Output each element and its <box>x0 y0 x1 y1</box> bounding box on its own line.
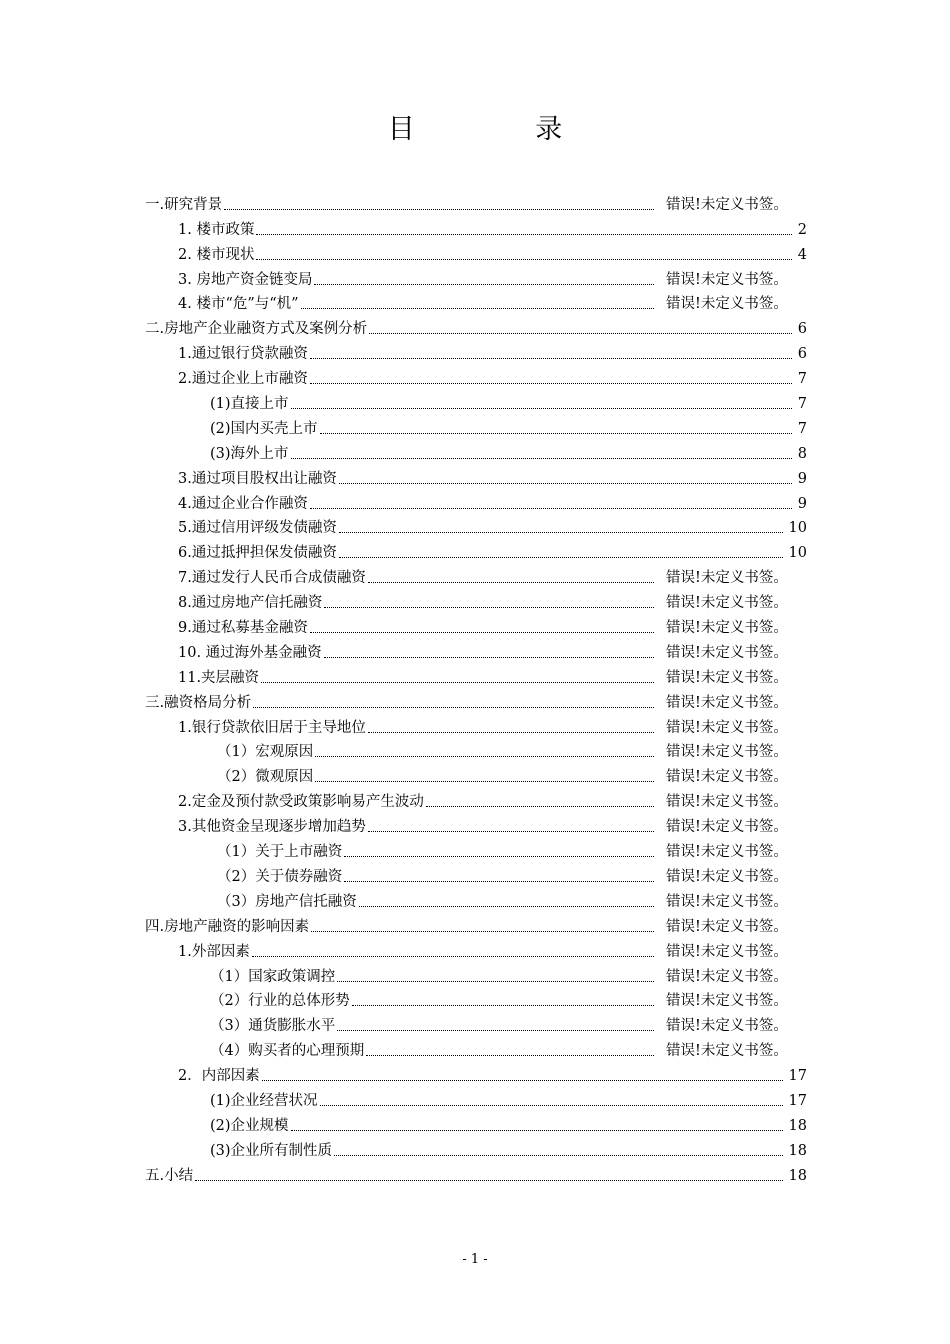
toc-entry-page: 17 <box>788 1068 807 1085</box>
dot-leader <box>224 209 654 210</box>
toc-entry[interactable] <box>145 190 807 215</box>
toc-entry-label: 7.通过发行人民币合成债融资 <box>178 570 366 587</box>
toc-entry[interactable] <box>145 887 807 912</box>
toc-entry-page: 10 <box>788 545 807 562</box>
toc-entry-label: （3）房地产信托融资 <box>217 893 357 910</box>
toc-entry[interactable] <box>145 1086 807 1111</box>
toc-entry-page: 错误!未定义书签。 <box>666 1018 788 1035</box>
toc-entry-page: 错误!未定义书签。 <box>666 993 788 1010</box>
toc-entry-label: 1.银行贷款依旧居于主导地位 <box>178 719 366 736</box>
toc-entry[interactable] <box>145 538 807 563</box>
toc-entry-label: (3)海外上市 <box>210 445 289 462</box>
toc-entry-page: 7 <box>797 371 807 388</box>
toc-entry[interactable] <box>145 339 807 364</box>
toc-entry-page: 错误!未定义书签。 <box>666 918 788 935</box>
toc-entry-page: 18 <box>788 1117 807 1134</box>
toc-entry-label: 4. 楼市“危”与“机” <box>178 296 299 313</box>
toc-entry[interactable] <box>145 314 807 339</box>
toc-entry-page: 错误!未定义书签。 <box>666 719 788 736</box>
toc-entry-page: 错误!未定义书签。 <box>666 296 788 313</box>
toc-entry[interactable] <box>145 563 807 588</box>
toc-entry[interactable] <box>145 1061 807 1086</box>
toc-entry[interactable] <box>145 688 807 713</box>
toc-entry-label: 6.通过抵押担保发债融资 <box>178 545 337 562</box>
toc-entry-label: 二.房地产企业融资方式及案例分析 <box>145 321 368 338</box>
toc-entry[interactable] <box>145 787 807 812</box>
toc-entry-page: 错误!未定义书签。 <box>666 669 788 686</box>
toc-entry[interactable] <box>145 389 807 414</box>
dot-leader <box>301 308 654 309</box>
dot-leader <box>291 458 792 459</box>
toc-entry-label: 3.其他资金呈现逐步增加趋势 <box>178 819 366 836</box>
dot-leader <box>344 856 654 857</box>
toc-entry-label: （1）关于上市融资 <box>217 844 343 861</box>
dot-leader <box>352 1005 654 1006</box>
toc-entry-page: 4 <box>797 246 807 263</box>
toc-entry[interactable] <box>145 1011 807 1036</box>
toc-entry[interactable] <box>145 937 807 962</box>
dot-leader <box>339 532 783 533</box>
toc-entry[interactable] <box>145 290 807 315</box>
toc-entry-page: 18 <box>788 1142 807 1159</box>
dot-leader <box>311 931 654 932</box>
toc-entry-page: 错误!未定义书签。 <box>666 844 788 861</box>
toc-entry[interactable] <box>145 1111 807 1136</box>
dot-leader <box>256 259 791 260</box>
toc-entry-page: 6 <box>797 346 807 363</box>
toc-entry[interactable] <box>145 1036 807 1061</box>
dot-leader <box>334 1155 783 1156</box>
toc-entry-label: 4.通过企业合作融资 <box>178 495 308 512</box>
toc-entry-page: 错误!未定义书签。 <box>666 943 788 960</box>
toc-entry-label: 8.通过房地产信托融资 <box>178 595 323 612</box>
dot-leader <box>339 557 783 558</box>
toc-entry[interactable] <box>145 414 807 439</box>
toc-entry[interactable] <box>145 812 807 837</box>
toc-entry-page: 错误!未定义书签。 <box>666 271 788 288</box>
toc-entry-label: 四.房地产融资的影响因素 <box>145 918 310 935</box>
dot-leader <box>339 483 792 484</box>
toc-entry[interactable] <box>145 613 807 638</box>
toc-entry-page: 错误!未定义书签。 <box>666 819 788 836</box>
dot-leader <box>314 284 654 285</box>
toc-entry-page: 18 <box>788 1167 807 1184</box>
toc-entry[interactable] <box>145 713 807 738</box>
dot-leader <box>310 508 792 509</box>
toc-entry[interactable] <box>145 464 807 489</box>
toc-entry-page: 7 <box>797 420 807 437</box>
dot-leader <box>310 632 654 633</box>
dot-leader <box>337 1030 654 1031</box>
page-number: - 1 - <box>462 1252 488 1267</box>
toc-entry[interactable] <box>145 489 807 514</box>
toc-entry[interactable] <box>145 240 807 265</box>
toc-entry-label: 9.通过私募基金融资 <box>178 620 308 637</box>
toc-entry[interactable] <box>145 862 807 887</box>
toc-entry-label: (2)企业规模 <box>210 1117 289 1134</box>
toc-entry-label: (1)企业经营状况 <box>210 1092 318 1109</box>
toc-entry-label: 2. 楼市现状 <box>178 246 255 263</box>
toc-entry[interactable] <box>145 663 807 688</box>
toc-entry-label: （2）行业的总体形势 <box>210 993 350 1010</box>
toc-entry-label: （2）关于债券融资 <box>217 868 343 885</box>
dot-leader <box>315 756 654 757</box>
toc-entry-page: 错误!未定义书签。 <box>666 570 788 587</box>
toc-entry-page: 错误!未定义书签。 <box>666 769 788 786</box>
dot-leader <box>368 582 654 583</box>
dot-leader <box>195 1180 782 1181</box>
toc-entry-label: 1.通过银行贷款融资 <box>178 346 308 363</box>
toc-entry-label: 一.研究背景 <box>145 196 223 213</box>
toc-entry-page: 9 <box>797 470 807 487</box>
dot-leader <box>262 1080 783 1081</box>
dot-leader <box>324 657 654 658</box>
dot-leader <box>368 732 654 733</box>
table-of-contents <box>145 190 807 1186</box>
toc-entry[interactable] <box>145 439 807 464</box>
dot-leader <box>310 358 792 359</box>
toc-entry-page: 错误!未定义书签。 <box>666 893 788 910</box>
toc-entry-label: 2．内部因素 <box>178 1068 260 1085</box>
toc-entry-label: 11.夹层融资 <box>178 669 260 686</box>
toc-entry[interactable] <box>145 638 807 663</box>
toc-entry-page: 8 <box>797 445 807 462</box>
toc-entry-page: 6 <box>797 321 807 338</box>
dot-leader <box>253 707 654 708</box>
toc-entry-label: (3)企业所有制性质 <box>210 1142 333 1159</box>
toc-entry-page: 9 <box>797 495 807 512</box>
dot-leader <box>291 408 792 409</box>
dot-leader <box>359 906 654 907</box>
toc-entry[interactable] <box>145 514 807 539</box>
dot-leader <box>368 831 654 832</box>
toc-entry-label: （3）通货膨胀水平 <box>210 1018 336 1035</box>
dot-leader <box>256 234 791 235</box>
dot-leader <box>369 333 792 334</box>
toc-entry[interactable] <box>145 1161 807 1186</box>
toc-entry-label: 三.融资格局分析 <box>145 694 252 711</box>
toc-entry-label: （2）微观原因 <box>217 769 314 786</box>
toc-entry-page: 17 <box>788 1092 807 1109</box>
toc-entry-page: 错误!未定义书签。 <box>666 196 788 213</box>
toc-entry-label: 10. 通过海外基金融资 <box>178 644 322 661</box>
toc-entry-page: 7 <box>797 396 807 413</box>
toc-entry-label: 2.通过企业上市融资 <box>178 371 308 388</box>
toc-entry-label: （1）国家政策调控 <box>210 968 336 985</box>
dot-leader <box>315 781 654 782</box>
toc-entry[interactable] <box>145 962 807 987</box>
toc-entry-label: （1）宏观原因 <box>217 744 314 761</box>
toc-entry-label: 1.外部因素 <box>178 943 250 960</box>
toc-entry-label: (1)直接上市 <box>210 396 289 413</box>
dot-leader <box>344 881 654 882</box>
dot-leader <box>252 956 654 957</box>
toc-entry-label: 3.通过项目股权出让融资 <box>178 470 337 487</box>
toc-entry-page: 错误!未定义书签。 <box>666 694 788 711</box>
toc-entry[interactable] <box>145 738 807 763</box>
toc-title: 目 录 <box>387 114 619 145</box>
toc-entry[interactable] <box>145 762 807 787</box>
toc-entry-page: 错误!未定义书签。 <box>666 868 788 885</box>
dot-leader <box>426 806 654 807</box>
dot-leader <box>324 607 654 608</box>
dot-leader <box>320 433 792 434</box>
toc-entry-page: 错误!未定义书签。 <box>666 1043 788 1060</box>
toc-entry[interactable] <box>145 215 807 240</box>
dot-leader <box>366 1055 654 1056</box>
toc-entry[interactable] <box>145 265 807 290</box>
toc-entry-page: 2 <box>797 221 807 238</box>
toc-entry[interactable] <box>145 588 807 613</box>
toc-entry-page: 错误!未定义书签。 <box>666 595 788 612</box>
toc-entry[interactable] <box>145 987 807 1012</box>
toc-entry-label: 1. 楼市政策 <box>178 221 255 238</box>
dot-leader <box>320 1105 783 1106</box>
toc-entry[interactable] <box>145 837 807 862</box>
toc-entry-page: 10 <box>788 520 807 537</box>
toc-entry-label: (2)国内买壳上市 <box>210 420 318 437</box>
toc-entry-page: 错误!未定义书签。 <box>666 744 788 761</box>
toc-entry-label: （4）购买者的心理预期 <box>210 1043 365 1060</box>
toc-entry-label: 5.通过信用评级发债融资 <box>178 520 337 537</box>
dot-leader <box>261 682 654 683</box>
dot-leader <box>337 981 654 982</box>
toc-entry-page: 错误!未定义书签。 <box>666 620 788 637</box>
dot-leader <box>291 1130 783 1131</box>
toc-entry-page: 错误!未定义书签。 <box>666 644 788 661</box>
toc-entry-page: 错误!未定义书签。 <box>666 794 788 811</box>
toc-entry-label: 2.定金及预付款受政策影响易产生波动 <box>178 794 424 811</box>
toc-entry[interactable] <box>145 912 807 937</box>
toc-entry-page: 错误!未定义书签。 <box>666 968 788 985</box>
toc-entry-label: 3. 房地产资金链变局 <box>178 271 313 288</box>
toc-entry[interactable] <box>145 1136 807 1161</box>
toc-entry-label: 五.小结 <box>145 1167 194 1184</box>
dot-leader <box>310 383 792 384</box>
toc-entry[interactable] <box>145 364 807 389</box>
